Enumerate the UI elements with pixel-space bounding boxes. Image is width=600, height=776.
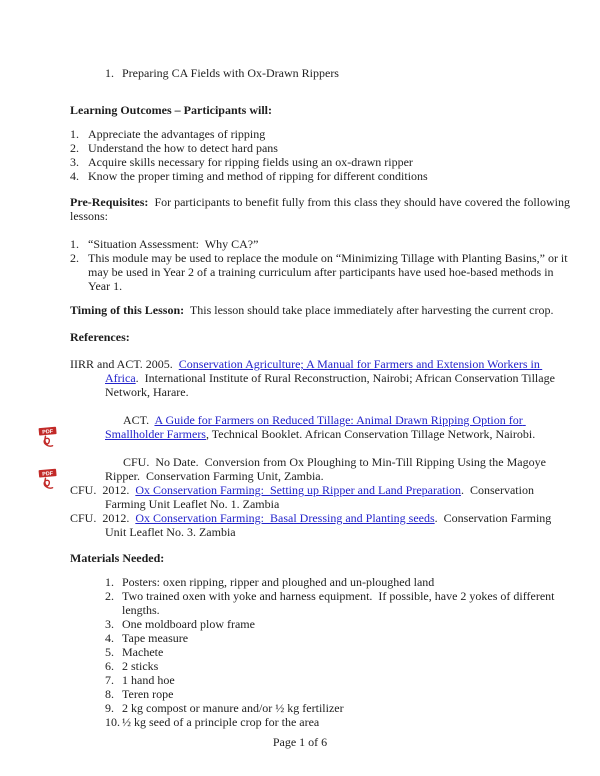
reference-link[interactable]: A Guide for Farmers on Reduced Tillage: Animal Drawn Ripping Option for Smallholder Farmers bbox=[105, 413, 526, 441]
timing-text: This lesson should take place immediately after harvesting the current crop. bbox=[184, 303, 554, 317]
materials-list bbox=[70, 575, 575, 729]
list-item: 2 sticks bbox=[122, 659, 159, 673]
list-item: Understand the how to detect hard pans bbox=[88, 141, 278, 155]
prerequisites-paragraph bbox=[70, 195, 575, 223]
list-item: Acquire skills necessary for ripping fields using an ox-drawn ripper bbox=[88, 155, 413, 169]
list-item: Tape measure bbox=[122, 631, 189, 645]
reference-item: CFU. 2012. Ox Conservation Farming: Setting up Ripper and Land Preparation. Conservation Farming Unit Leaflet No. 1. Zambia bbox=[70, 483, 537, 511]
pdf-file-icon[interactable] bbox=[38, 398, 58, 436]
list-item: This module may be used to replace the module on “Minimizing Tillage with Planting Basins,” or it may be used in Year 2 of a training curriculum after participants have used hoe-based methods in Year 1. bbox=[88, 251, 571, 293]
list-item: 2 kg compost or manure and/or ½ kg fertilizer bbox=[122, 701, 344, 715]
reference-link[interactable]: Ox Conservation Farming: Setting up Ripper and Land Preparation bbox=[135, 483, 461, 497]
reference-link[interactable]: Conservation Agriculture; A Manual for Farmers and Extension Workers in Africa bbox=[105, 357, 543, 385]
learning-outcomes-list bbox=[70, 127, 575, 183]
lesson-title-text: Preparing CA Fields with Ox-Drawn Rippers bbox=[122, 66, 339, 80]
list-item: One moldboard plow frame bbox=[122, 617, 255, 631]
list-item: Posters: oxen ripping, ripper and ploughed and un-ploughed land bbox=[122, 575, 435, 589]
pdf-file-icon[interactable] bbox=[38, 440, 58, 478]
list-item: Teren rope bbox=[122, 687, 174, 701]
list-item: 1 hand hoe bbox=[122, 673, 175, 687]
reference-item: CFU. 2012. Ox Conservation Farming: Basal Dressing and Planting seeds. Conservation Farming Unit Leaflet No. 3. Zambia bbox=[70, 511, 555, 539]
lesson-title bbox=[70, 66, 575, 80]
list-item: “Situation Assessment: Why CA?” bbox=[88, 237, 259, 251]
prerequisites-list bbox=[70, 237, 575, 293]
list-item: Know the proper timing and method of ripping for different conditions bbox=[88, 169, 428, 183]
timing-paragraph bbox=[70, 303, 575, 317]
materials-heading: Materials Needed: bbox=[70, 551, 165, 565]
learning-outcomes-heading: Learning Outcomes – Participants will: bbox=[70, 103, 272, 117]
list-item: ½ kg seed of a principle crop for the area bbox=[122, 715, 320, 729]
page-number-footer: Page 1 of 6 bbox=[272, 735, 328, 749]
reference-link[interactable]: Ox Conservation Farming: Basal Dressing and Planting seeds bbox=[135, 511, 435, 525]
references-heading: References: bbox=[70, 330, 130, 344]
timing-label: Timing of this Lesson: bbox=[70, 303, 185, 317]
list-item: Appreciate the advantages of ripping bbox=[88, 127, 266, 141]
reference-item: IIRR and ACT. 2005. Conservation Agriculture; A Manual for Farmers and Extension Workers in Africa. International Institute of Rural Reconstruction, Nairobi; African Conservation Tillage Network, Harare. bbox=[70, 357, 558, 399]
list-item: Machete bbox=[122, 645, 164, 659]
reference-item: PDF ACT. A Guide for Farmers on Reduced Tillage: Animal Drawn Ripping Option for Smallholder Farmers, Technical Booklet. African Conservation Tillage Network, Nairobi. bbox=[70, 399, 575, 441]
lesson-title-number: 1. bbox=[105, 66, 114, 80]
reference-item: PDF CFU. No Date. Conversion from Ox Ploughing to Min-Till Ripping Using the Magoye Ripper. Conservation Farming Unit, Zambia. bbox=[70, 441, 575, 483]
svg-text:PDF: PDF bbox=[42, 470, 54, 478]
prerequisites-intro: For participants to benefit fully from this class they should have covered the following lessons: bbox=[70, 195, 574, 223]
prerequisites-label: Pre-Requisites: bbox=[70, 195, 149, 209]
svg-text:PDF: PDF bbox=[42, 428, 54, 436]
list-item: Two trained oxen with yoke and harness equipment. If possible, have 2 yokes of different lengths. bbox=[122, 589, 558, 617]
references-list bbox=[42, 357, 575, 539]
